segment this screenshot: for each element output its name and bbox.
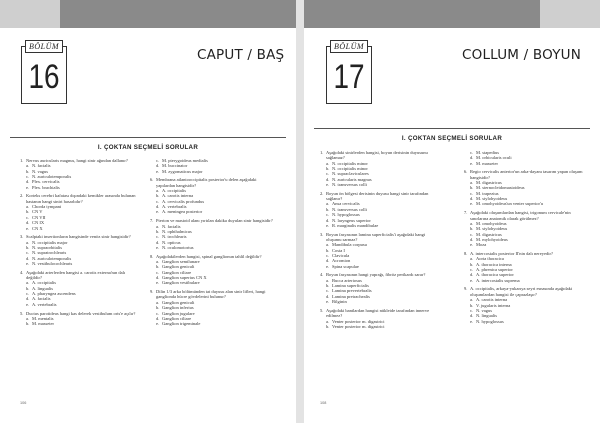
question-text: Aşağıdaki sinirlerden hangisi, boyun derisinin duyusunu sağlamaz? bbox=[326, 150, 428, 161]
answer-option bbox=[320, 223, 440, 228]
chapter-box bbox=[21, 42, 67, 104]
option-letter: b. bbox=[470, 261, 474, 267]
question bbox=[150, 254, 274, 286]
option-text: N. auricularis magnus bbox=[332, 176, 372, 182]
option-letter: b. bbox=[156, 193, 160, 199]
option-text: N. trochlearis bbox=[162, 234, 187, 240]
option-letter: a. bbox=[156, 299, 160, 305]
option-text: A. vertebralis bbox=[32, 301, 57, 307]
option-letter: c. bbox=[326, 288, 330, 294]
option-letter: b. bbox=[156, 264, 160, 270]
option-letter: a. bbox=[156, 259, 160, 265]
question-number: 7. bbox=[150, 218, 154, 224]
option-text: A. occipitalis bbox=[162, 188, 186, 194]
chapter-box bbox=[326, 42, 372, 104]
option-letter: a. bbox=[26, 204, 30, 210]
option-text: M. zygomaticus major bbox=[162, 168, 203, 174]
question-number: 6. bbox=[150, 177, 154, 183]
chapter-number: 17 bbox=[333, 58, 365, 96]
option-letter: d. bbox=[156, 275, 160, 281]
option-text: M. stapedius bbox=[476, 150, 499, 155]
option-letter: a. bbox=[26, 315, 30, 321]
option-letter: a. bbox=[470, 220, 474, 226]
section-rule bbox=[10, 137, 286, 138]
section-title: I. ÇOKTAN SEÇMELİ SORULAR bbox=[401, 135, 503, 142]
question bbox=[320, 191, 440, 228]
book-gutter bbox=[296, 0, 304, 423]
option-text: A. meningea posterior bbox=[162, 209, 203, 215]
answer-option bbox=[20, 185, 138, 190]
option-letter: e. bbox=[326, 299, 330, 305]
option-text: Spina scapulae bbox=[332, 263, 359, 269]
option-text: Venter posterior m. digastrici bbox=[332, 318, 385, 324]
option-letter: c. bbox=[156, 310, 160, 316]
option-letter: d. bbox=[156, 239, 160, 245]
question bbox=[320, 308, 440, 329]
answer-option bbox=[150, 321, 274, 326]
question-number: 6. bbox=[464, 169, 468, 175]
option-letter: b. bbox=[470, 226, 474, 232]
option-letter: c. bbox=[26, 291, 30, 297]
option-text: Ganglion vestibulare bbox=[162, 280, 200, 286]
question-number: 5. bbox=[320, 307, 324, 313]
option-text: Plex. brachialis bbox=[32, 184, 60, 190]
option-letter: c. bbox=[326, 171, 330, 177]
option-letter: a. bbox=[156, 188, 160, 194]
question-text: Boyun fasyasının hangi yaprağı, fibröz perikardı sarar? bbox=[326, 272, 426, 278]
question-number: 3. bbox=[320, 231, 324, 237]
question-text: Scalptaki insertionların hangisinde venöz sinir hangisidir? bbox=[26, 234, 131, 240]
option-letter: e. bbox=[26, 184, 30, 190]
option-letter: e. bbox=[26, 260, 30, 266]
question-text: Nervus auricularis magnus, hangi sinir ağından dallanır? bbox=[26, 158, 128, 163]
answer-option bbox=[464, 201, 588, 206]
question-number: 9. bbox=[464, 286, 468, 292]
option-letter: d. bbox=[156, 163, 160, 169]
option-text: A. thoracica interna bbox=[476, 261, 512, 267]
option-letter: e. bbox=[470, 160, 474, 166]
question bbox=[320, 150, 440, 187]
option-text: N. facialis bbox=[162, 223, 181, 229]
option-letter: c. bbox=[470, 190, 474, 196]
question-text: Regio cervicalis anterior'un arka-dayanı tasarım yapan oluşum hangisidir? bbox=[470, 169, 583, 180]
option-letter: c. bbox=[156, 234, 160, 240]
question bbox=[464, 169, 588, 206]
option-text: M. stylohyoideus bbox=[476, 226, 508, 232]
option-text: N. opticus bbox=[162, 239, 181, 245]
question-text: Aşağıdakilerden hangisi, spinal ganglionun tahlil değildir? bbox=[156, 253, 262, 259]
option-text: M. sternocleidomastoideus bbox=[476, 185, 525, 191]
option-text: Ganglion jugulare bbox=[162, 310, 195, 316]
option-letter: d. bbox=[156, 315, 160, 321]
option-text: N. vagus bbox=[476, 307, 492, 313]
option-text: M. mylohyoideus bbox=[476, 236, 508, 242]
answer-option bbox=[464, 319, 588, 324]
answer-option bbox=[320, 264, 440, 269]
section-title: I. ÇOKTAN SEÇMELİ SORULAR bbox=[97, 144, 199, 151]
option-letter: a. bbox=[326, 318, 330, 324]
option-text: Ganglion semilunare bbox=[162, 259, 200, 265]
option-letter: d. bbox=[470, 313, 474, 319]
option-letter: a. bbox=[326, 160, 330, 166]
answer-option bbox=[150, 280, 274, 285]
answer-option bbox=[20, 261, 138, 266]
answer-option bbox=[320, 299, 440, 304]
option-text: N. lingualis bbox=[476, 313, 497, 319]
question-column-1 bbox=[320, 150, 440, 333]
option-text: Ganglion geniculi bbox=[162, 299, 195, 305]
option-letter: c. bbox=[326, 252, 330, 258]
option-letter: a. bbox=[156, 223, 160, 229]
question bbox=[464, 150, 588, 166]
option-text: Costa I bbox=[332, 247, 345, 253]
option-letter: b. bbox=[26, 285, 30, 291]
option-text: A. occipitalis bbox=[32, 280, 56, 286]
option-text: N. occipitalis major bbox=[32, 239, 68, 245]
page-number: 108 bbox=[320, 401, 327, 405]
option-text: A. cervicalis profundus bbox=[162, 198, 205, 204]
question-number: 1. bbox=[20, 158, 24, 163]
answer-option bbox=[150, 209, 274, 214]
option-text: A. vertebralis bbox=[162, 204, 187, 210]
question bbox=[464, 210, 588, 247]
option-text: Ganglion trigeminale bbox=[162, 321, 201, 327]
option-text: N. vestibulocochlearis bbox=[32, 260, 73, 266]
question bbox=[20, 270, 138, 307]
option-text: N. supraclaviculares bbox=[332, 171, 369, 177]
option-letter: a. bbox=[470, 256, 474, 262]
option-letter: d. bbox=[470, 155, 474, 161]
option-letter: e. bbox=[26, 225, 30, 231]
question-text: Dilin 1/3 arka bölümünden tat duyusu alan sinir lifleri, hangi ganglionda hücre gövdelerini bulunur? bbox=[156, 289, 266, 300]
question bbox=[464, 251, 588, 283]
option-letter: a. bbox=[26, 163, 30, 169]
option-text: A. carotis interna bbox=[476, 297, 508, 303]
question-number: 7. bbox=[464, 210, 468, 216]
option-letter: d. bbox=[470, 236, 474, 242]
option-letter: c. bbox=[26, 250, 30, 256]
option-letter: d. bbox=[326, 258, 330, 264]
option-letter: b. bbox=[156, 305, 160, 311]
option-letter: e. bbox=[326, 182, 330, 188]
question-number: 4. bbox=[20, 269, 24, 275]
option-text: A. lingualis bbox=[32, 285, 53, 291]
option-letter: b. bbox=[326, 247, 330, 253]
option-text: Bilginin bbox=[332, 299, 347, 305]
answer-option bbox=[320, 324, 440, 329]
option-letter: e. bbox=[470, 201, 474, 207]
option-letter: a. bbox=[470, 180, 474, 186]
question-number: 3. bbox=[20, 234, 24, 240]
option-text: Ganglion geniculi bbox=[162, 264, 195, 270]
option-text: N. transversus colli bbox=[332, 206, 367, 212]
option-text: N. occipitalis minor bbox=[332, 160, 368, 166]
question-text: Membrana atlantooccipitalis posterior'u delen aşağıdaki yapılardan hangisidir? bbox=[156, 177, 257, 188]
option-text: CN IX bbox=[32, 220, 45, 226]
answer-option bbox=[20, 302, 138, 307]
chapter-label: BÖLÜM bbox=[25, 40, 63, 53]
option-text: A. pharyngea ascendens bbox=[32, 291, 76, 297]
answer-option bbox=[464, 242, 588, 247]
question bbox=[20, 158, 138, 190]
option-letter: a. bbox=[26, 239, 30, 245]
option-text: M. masseter bbox=[32, 321, 54, 327]
option-text: R. marginalis mandibulae bbox=[332, 222, 379, 228]
chapter-label: BÖLÜM bbox=[330, 40, 368, 53]
option-letter: c. bbox=[326, 212, 330, 218]
option-text: N. supratrochlearis bbox=[32, 250, 67, 256]
option-letter: c. bbox=[156, 198, 160, 204]
question bbox=[150, 218, 274, 250]
chapter-title: COLLUM / BOYUN bbox=[462, 47, 582, 63]
option-letter: d. bbox=[470, 272, 474, 278]
option-text: CN VII bbox=[32, 214, 46, 220]
option-letter: a. bbox=[326, 201, 330, 207]
option-text: Bucca arteriosus bbox=[332, 277, 362, 283]
right-header-bar bbox=[304, 0, 600, 28]
option-text: M. omohyoideus'un venter superior'u bbox=[476, 201, 544, 207]
option-letter: d. bbox=[156, 204, 160, 210]
option-letter: b. bbox=[26, 321, 30, 327]
option-text: Chorda tympani bbox=[32, 204, 62, 210]
question-text: Ductus parotideus hangi kas delerek vestibulum oris'e açılır? bbox=[26, 310, 136, 316]
option-text: N. transversus colli bbox=[332, 182, 367, 188]
option-letter: d. bbox=[326, 176, 330, 182]
chapter-number: 16 bbox=[28, 58, 60, 96]
option-letter: e. bbox=[26, 301, 30, 307]
option-letter: c. bbox=[470, 231, 474, 237]
option-letter: b. bbox=[470, 302, 474, 308]
option-letter: e. bbox=[470, 277, 474, 283]
option-letter: e. bbox=[470, 242, 474, 248]
option-letter: b. bbox=[326, 166, 330, 172]
question-number: 1. bbox=[320, 150, 324, 155]
option-letter: b. bbox=[156, 228, 160, 234]
option-text: M. digastricus bbox=[476, 180, 502, 186]
option-letter: a. bbox=[470, 297, 474, 303]
option-text: N. laryngeus superior bbox=[332, 217, 371, 223]
option-letter: c. bbox=[26, 174, 30, 180]
option-text: N. auriculotemporalis bbox=[32, 255, 72, 261]
question-column-1 bbox=[20, 158, 138, 330]
option-letter: a. bbox=[326, 277, 330, 283]
header-bar-light bbox=[0, 0, 60, 28]
question-number: 9. bbox=[150, 289, 154, 295]
option-letter: e. bbox=[326, 222, 330, 228]
option-letter: e. bbox=[156, 168, 160, 174]
option-letter: e. bbox=[156, 280, 160, 286]
option-letter: c. bbox=[470, 307, 474, 313]
header-bar-light bbox=[540, 0, 600, 28]
option-letter: e. bbox=[156, 321, 160, 327]
question bbox=[320, 272, 440, 304]
section-rule bbox=[314, 128, 590, 129]
option-text: Mandibula corpusu bbox=[332, 242, 367, 248]
header-bar-dark bbox=[60, 0, 296, 28]
option-text: A. phrenica superior bbox=[476, 267, 513, 273]
answer-option bbox=[20, 321, 138, 326]
right-page bbox=[304, 0, 600, 423]
question-text: Aşağıdaki arterlerden hangisi a. carotis externa'nın dalı değildir? bbox=[26, 269, 126, 281]
option-text: M. stylohyoideus bbox=[476, 196, 508, 202]
question bbox=[150, 289, 274, 326]
option-letter: b. bbox=[26, 209, 30, 215]
option-text: N. supraorbitalis bbox=[32, 244, 62, 250]
option-text: M. mentalis bbox=[32, 315, 54, 321]
option-letter: d. bbox=[26, 296, 30, 302]
option-letter: a. bbox=[26, 280, 30, 286]
option-letter: d. bbox=[26, 220, 30, 226]
option-text: Lamina pretrachealis bbox=[332, 293, 370, 299]
option-text: Ganglion inferius bbox=[162, 305, 194, 311]
option-text: A. facialis bbox=[32, 296, 51, 302]
page-number: 106 bbox=[20, 401, 27, 405]
option-text: M. orbicularis oculi bbox=[476, 155, 512, 161]
answer-option bbox=[320, 182, 440, 187]
option-text: Clavicula bbox=[332, 252, 350, 258]
question-text: A. occipitalis, arkaya-yukarıya seyri esnasında aşağıdaki oluşumlardan hangisi ile çaprazlaşır? bbox=[470, 286, 573, 297]
question-text: A. intercostalis posterior II'nin dalı nereyedir? bbox=[470, 251, 554, 257]
option-text: N. hypoglossus bbox=[332, 212, 360, 218]
question bbox=[150, 177, 274, 214]
header-bar-dark bbox=[304, 0, 540, 28]
option-text: M. omohyoideus bbox=[476, 220, 507, 226]
option-letter: d. bbox=[326, 293, 330, 299]
option-text: A. carotis interna bbox=[162, 193, 194, 199]
option-letter: d. bbox=[470, 196, 474, 202]
option-letter: d. bbox=[26, 255, 30, 261]
option-text: Plex. cervicalis bbox=[32, 179, 60, 185]
answer-option bbox=[464, 278, 588, 283]
question-number: 8. bbox=[150, 253, 154, 259]
question-text: Aşağıdaki bantlardan hangisi nükleide tarafından innerve edilmez? bbox=[326, 307, 430, 319]
left-header-bar bbox=[0, 0, 296, 28]
option-text: M. masseter bbox=[476, 160, 498, 166]
question-text: Boyun fasyasının lamina superficialis'i aşağıdaki hangi oluşumu sarmaz? bbox=[326, 231, 426, 242]
answer-option bbox=[150, 245, 274, 250]
option-letter: d. bbox=[26, 179, 30, 185]
option-text: M. pterygoideus medialis bbox=[162, 158, 208, 163]
option-text: A. intercostalis suprema bbox=[476, 277, 520, 283]
question bbox=[20, 193, 138, 230]
question bbox=[20, 234, 138, 266]
option-text: N. ophthalmicus bbox=[162, 228, 192, 234]
option-letter: c. bbox=[470, 150, 474, 155]
question-column-2 bbox=[464, 150, 588, 327]
option-text: N. occipitalis minor bbox=[332, 166, 368, 172]
option-text: Venter posterior m. digastrici bbox=[332, 323, 385, 329]
option-text: CN X bbox=[32, 225, 43, 231]
answer-option bbox=[20, 226, 138, 231]
option-text: CN V bbox=[32, 209, 43, 215]
option-text: Ganglion superius CN X bbox=[162, 275, 207, 281]
question bbox=[464, 286, 588, 323]
question bbox=[320, 232, 440, 269]
option-letter: b. bbox=[26, 168, 30, 174]
question bbox=[20, 311, 138, 327]
question-text: Aşağıdaki oluşumlardan hangisi, trigonum cervicale'nin sınırlarına anatomik olarak görülmez? bbox=[470, 210, 571, 221]
option-letter: a. bbox=[326, 242, 330, 248]
question-text: Korteks cerebri kafatası dışındaki kemikler arasında bulunan hastanın hangi siniri hasarlıdır? bbox=[26, 193, 136, 204]
option-letter: b. bbox=[326, 206, 330, 212]
option-letter: d. bbox=[326, 217, 330, 223]
option-letter: e. bbox=[156, 244, 160, 250]
answer-option bbox=[150, 169, 274, 174]
left-page bbox=[0, 0, 296, 423]
option-text: Ansa cervicalis bbox=[332, 201, 360, 207]
option-text: N. vagus bbox=[32, 168, 48, 174]
option-letter: b. bbox=[326, 283, 330, 289]
question-text: Boyun ön bölgesi derisinin duyusu hangi sinir tarafından sağlanır? bbox=[326, 190, 429, 202]
question bbox=[150, 158, 274, 174]
option-letter: c. bbox=[156, 158, 160, 163]
question-number: 2. bbox=[20, 193, 24, 199]
option-letter: c. bbox=[470, 267, 474, 273]
option-text: N. oculomotorius bbox=[162, 244, 194, 250]
option-text: Ganglion ciliare bbox=[162, 269, 192, 275]
option-text: Lamina superficialis bbox=[332, 283, 369, 289]
option-letter: b. bbox=[326, 323, 330, 329]
option-letter: b. bbox=[470, 185, 474, 191]
question-number: 2. bbox=[320, 190, 324, 196]
question-number: 4. bbox=[320, 272, 324, 278]
option-text: A. thoracica superior bbox=[476, 272, 514, 278]
option-text: M. digastricus bbox=[476, 231, 502, 237]
option-letter: b. bbox=[26, 244, 30, 250]
answer-option bbox=[464, 161, 588, 166]
chapter-title: CAPUT / BAŞ bbox=[197, 47, 285, 63]
question-number: 5. bbox=[20, 310, 24, 316]
option-text: Moza bbox=[476, 242, 487, 248]
option-letter: c. bbox=[156, 269, 160, 275]
option-text: Aorta thoracica bbox=[476, 256, 504, 262]
option-letter: e. bbox=[470, 318, 474, 324]
option-letter: e. bbox=[156, 209, 160, 215]
question-text: Pterion ve mastoid alanı yırtılan dakika duyulan sinir hangisidir? bbox=[156, 218, 273, 224]
option-letter: e. bbox=[326, 263, 330, 269]
option-text: Ganglion ciliare bbox=[162, 315, 192, 321]
option-text: N. auriculotemporalis bbox=[32, 174, 72, 180]
option-text: Acromion bbox=[332, 258, 351, 264]
option-text: N. facialis bbox=[32, 163, 51, 169]
option-text: N. hypoglossus bbox=[476, 318, 504, 324]
question-number: 8. bbox=[464, 251, 468, 257]
option-text: V. jugularis interna bbox=[476, 302, 511, 308]
question-column-2 bbox=[150, 158, 274, 330]
option-letter: c. bbox=[26, 214, 30, 220]
option-text: Lamina prevertebralis bbox=[332, 288, 372, 294]
option-text: M. trapezius bbox=[476, 190, 499, 196]
option-text: M. buccinator bbox=[162, 163, 188, 169]
